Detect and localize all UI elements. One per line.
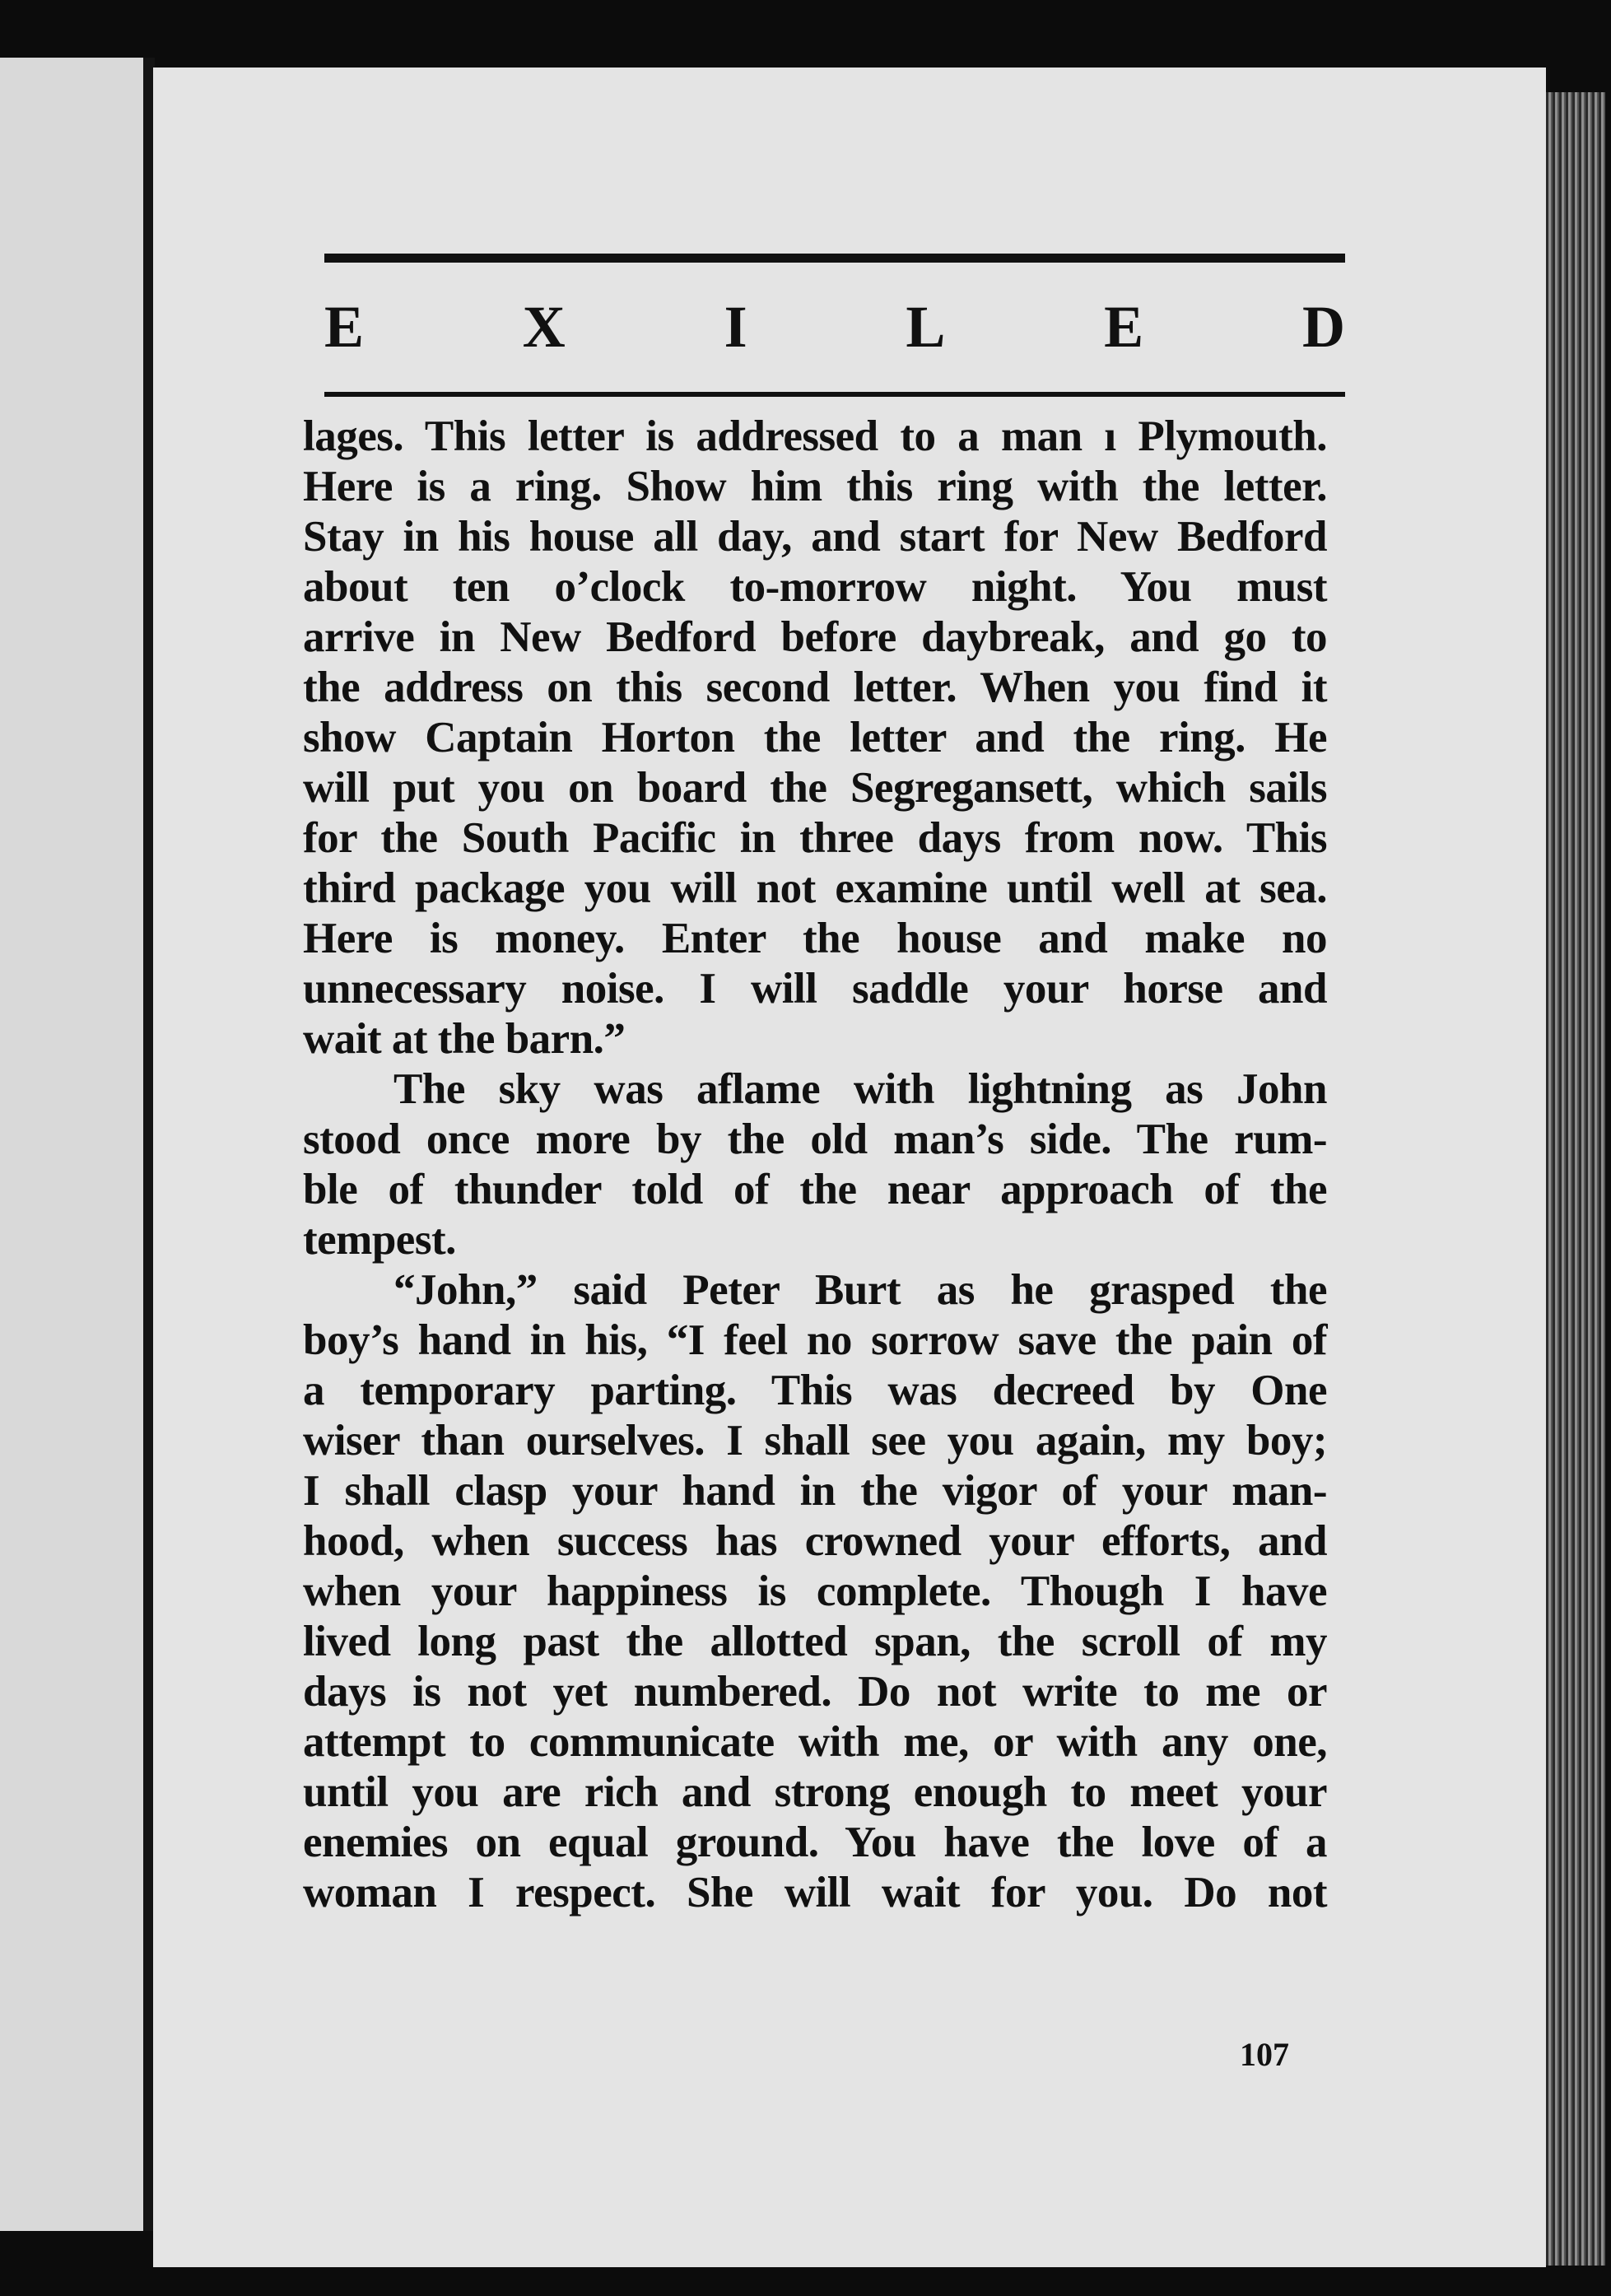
text-line: tempest.: [303, 1216, 456, 1264]
header-rule-top: [324, 254, 1345, 263]
text-line: when your happiness is complete. Though I have: [303, 1567, 1327, 1615]
text-line: Here is a ring. Show him this ring with the letter.: [303, 463, 1327, 510]
text-line: days is not yet numbered. Do not write to me or: [303, 1668, 1327, 1716]
text-line: ble of thunder told of the near approach of the: [303, 1166, 1327, 1213]
text-line: unnecessary noise. I will saddle your horse and: [303, 965, 1327, 1013]
text-line: enemies on equal ground. You have the love of a: [303, 1819, 1327, 1866]
text-line: wait at the barn.”: [303, 1015, 626, 1063]
header-letter: D: [1301, 293, 1345, 360]
header-letter: I: [724, 293, 747, 360]
text-line: will put you on board the Segregansett, which sails: [303, 764, 1327, 812]
text-line: the address on this second letter. When you find it: [303, 664, 1327, 711]
text-line: about ten o’clock to-morrow night. You must: [303, 563, 1327, 611]
text-line: attempt to communicate with me, or with any one,: [303, 1718, 1327, 1766]
text-line: for the South Pacific in three days from now. This: [303, 814, 1327, 862]
running-header: [324, 277, 1345, 376]
book-page: [153, 68, 1546, 2267]
text-line: third package you will not examine until well at sea.: [303, 864, 1327, 912]
text-line: until you are rich and strong enough to meet your: [303, 1768, 1327, 1816]
text-line: hood, when success has crowned your efforts, and: [303, 1517, 1327, 1565]
text-line: “John,” said Peter Burt as he grasped the: [393, 1266, 1327, 1314]
text-line: The sky was aflame with lightning as John: [393, 1065, 1327, 1113]
text-line: woman I respect. She will wait for you. Do not: [303, 1869, 1327, 1916]
text-line: Stay in his house all day, and start for New Bedford: [303, 513, 1327, 561]
page-stack-edge: [1546, 92, 1605, 2266]
text-line: wiser than ourselves. I shall see you again, my boy;: [303, 1417, 1327, 1465]
header-letter: L: [906, 293, 946, 360]
header-letter: E: [1104, 293, 1144, 360]
left-page-edge: [0, 58, 155, 2231]
text-line: a temporary parting. This was decreed by One: [303, 1367, 1327, 1414]
text-line: Here is money. Enter the house and make no: [303, 915, 1327, 962]
text-line: stood once more by the old man’s side. The rum-: [303, 1115, 1327, 1163]
page-number: 107: [1240, 2036, 1289, 2073]
text-line: arrive in New Bedford before daybreak, and go to: [303, 613, 1327, 661]
text-line: lages. This letter is addressed to a man ı Plymouth.: [303, 412, 1327, 460]
text-line: I shall clasp your hand in the vigor of your man-: [303, 1467, 1327, 1515]
header-letter: X: [522, 293, 566, 360]
header-rule-bottom: [324, 392, 1345, 397]
text-line: boy’s hand in his, “I feel no sorrow save the pain of: [303, 1316, 1327, 1364]
body-text: [303, 412, 1327, 1918]
text-line: show Captain Horton the letter and the ring. He: [303, 714, 1327, 761]
header-letter: E: [324, 293, 365, 360]
text-line: lived long past the allotted span, the scroll of my: [303, 1618, 1327, 1665]
